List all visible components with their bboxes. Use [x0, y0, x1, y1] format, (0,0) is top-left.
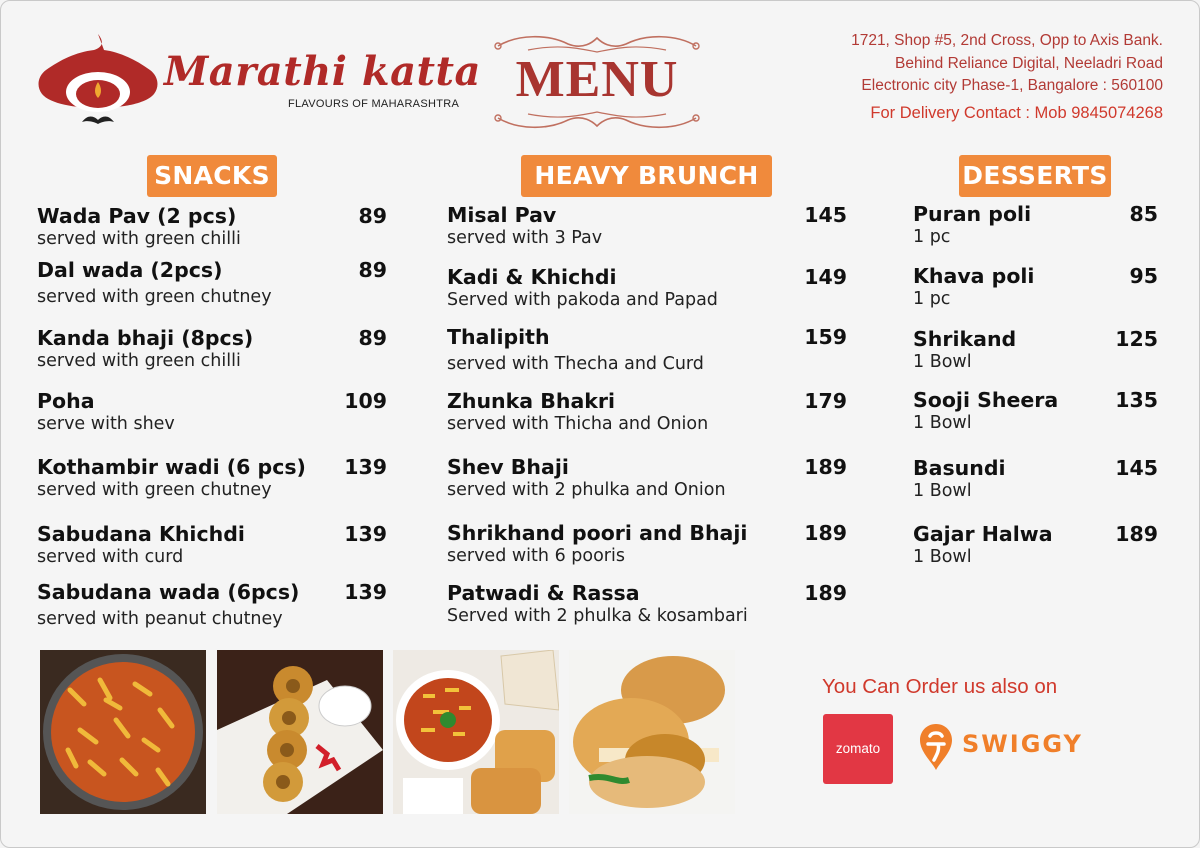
chef-hat-logo-icon: [36, 30, 161, 130]
item-price: 89: [358, 326, 387, 350]
item-price: 135: [1115, 388, 1158, 412]
item-name: Puran poli: [913, 202, 1032, 226]
item-name: Shev Bhaji: [447, 455, 569, 479]
item-name: Patwadi & Rassa: [447, 581, 640, 605]
menu-item: [913, 264, 1158, 310]
menu-item: [37, 204, 387, 250]
address-line-3: Electronic city Phase-1, Bangalore : 560100: [861, 77, 1163, 94]
item-price: 139: [344, 522, 387, 546]
order-online-text: You Can Order us also on: [822, 675, 1058, 698]
item-name: Gajar Halwa: [913, 522, 1053, 546]
item-price: 189: [1115, 522, 1158, 546]
item-price: 149: [804, 265, 847, 289]
item-price: 89: [358, 258, 387, 282]
item-price: 139: [344, 580, 387, 604]
item-price: 85: [1129, 202, 1158, 226]
address-line-1: 1721, Shop #5, 2nd Cross, Opp to Axis Bank.: [851, 32, 1163, 49]
menu-item: [447, 521, 847, 567]
menu-item: [913, 456, 1158, 502]
item-desc: served with green chilli: [37, 351, 241, 371]
menu-item: [913, 522, 1158, 568]
menu-item: [37, 389, 387, 435]
item-desc: served with 3 Pav: [447, 228, 603, 248]
menu-item: [447, 203, 847, 249]
menu-item: [447, 389, 847, 435]
sabudana-khichdi-photo: [40, 650, 206, 814]
item-name: Kanda bhaji (8pcs): [37, 326, 254, 350]
item-price: 159: [804, 325, 847, 349]
item-price: 125: [1115, 327, 1158, 351]
item-desc: served with 2 phulka and Onion: [447, 480, 726, 500]
address-line-2: Behind Reliance Digital, Neeladri Road: [895, 54, 1163, 72]
item-desc: served with curd: [37, 547, 184, 567]
brand-logo: [36, 30, 481, 135]
item-desc: 1 pc: [913, 227, 951, 247]
item-price: 189: [804, 581, 847, 605]
section-title-snacks: SNACKS: [147, 155, 277, 197]
item-desc: served with green chutney: [37, 480, 272, 500]
item-desc: served with peanut chutney: [37, 609, 283, 629]
item-price: 145: [804, 203, 847, 227]
item-desc: Served with pakoda and Papad: [447, 290, 718, 310]
menu-item: [913, 327, 1158, 373]
item-name: Zhunka Bhakri: [447, 389, 616, 413]
item-name: Kothambir wadi (6 pcs): [37, 455, 306, 479]
menu-item: [447, 581, 847, 627]
menu-item: [913, 202, 1158, 248]
item-price: 89: [358, 204, 387, 228]
menu-item: [37, 580, 387, 630]
item-desc: 1 Bowl: [913, 547, 972, 567]
item-price: 145: [1115, 456, 1158, 480]
menu-item: [447, 325, 847, 375]
menu-item: [447, 455, 847, 501]
menu-title-block: [488, 32, 706, 132]
item-desc: served with green chilli: [37, 229, 241, 249]
swiggy-logo[interactable]: [918, 720, 1098, 774]
item-desc: Served with 2 phulka & kosambari: [447, 606, 748, 626]
item-name: Wada Pav (2 pcs): [37, 204, 237, 228]
item-price: 189: [804, 455, 847, 479]
item-price: 139: [344, 455, 387, 479]
misal-pav-photo: [393, 650, 559, 814]
item-name: Dal wada (2pcs): [37, 258, 223, 282]
menu-item: [37, 258, 387, 308]
menu-item: [447, 265, 847, 311]
item-name: Thalipith: [447, 325, 550, 349]
swiggy-label: SWIGGY: [962, 730, 1083, 758]
item-name: Khava poli: [913, 264, 1035, 288]
item-desc: served with 6 pooris: [447, 546, 625, 566]
ornament-bottom-icon: [488, 108, 706, 132]
item-price: 179: [804, 389, 847, 413]
item-desc: 1 Bowl: [913, 481, 972, 501]
zomato-logo[interactable]: zomato: [823, 714, 893, 784]
item-price: 189: [804, 521, 847, 545]
sabudana-wada-photo: [217, 650, 383, 814]
menu-item: [37, 455, 387, 501]
menu-item: [913, 388, 1158, 434]
brand-tagline: FLAVOURS OF MAHARASHTRA: [288, 98, 460, 110]
item-desc: served with green chutney: [37, 287, 272, 307]
item-name: Basundi: [913, 456, 1006, 480]
wada-pav-photo: [569, 650, 735, 814]
item-desc: served with Thecha and Curd: [447, 354, 704, 374]
item-desc: 1 Bowl: [913, 352, 972, 372]
item-name: Misal Pav: [447, 203, 557, 227]
section-title-brunch: HEAVY BRUNCH: [521, 155, 772, 197]
item-name: Sabudana wada (6pcs): [37, 580, 300, 604]
delivery-contact: For Delivery Contact : Mob 9845074268: [870, 103, 1163, 122]
item-desc: serve with shev: [37, 414, 175, 434]
item-price: 95: [1129, 264, 1158, 288]
item-desc: 1 pc: [913, 289, 951, 309]
menu-item: [37, 326, 387, 372]
brand-name: Marathi katta: [164, 48, 481, 95]
item-desc: 1 Bowl: [913, 413, 972, 433]
swiggy-pin-icon: [918, 722, 954, 772]
item-desc: served with Thicha and Onion: [447, 414, 709, 434]
item-name: Sabudana Khichdi: [37, 522, 245, 546]
menu-title: MENU: [515, 51, 679, 108]
item-name: Shrikand: [913, 327, 1017, 351]
menu-item: [37, 522, 387, 568]
address-block: [743, 30, 1163, 124]
section-title-desserts: DESSERTS: [959, 155, 1111, 197]
item-price: 109: [344, 389, 387, 413]
item-name: Sooji Sheera: [913, 388, 1059, 412]
item-name: Shrikhand poori and Bhaji: [447, 521, 748, 545]
item-name: Poha: [37, 389, 95, 413]
item-name: Kadi & Khichdi: [447, 265, 617, 289]
